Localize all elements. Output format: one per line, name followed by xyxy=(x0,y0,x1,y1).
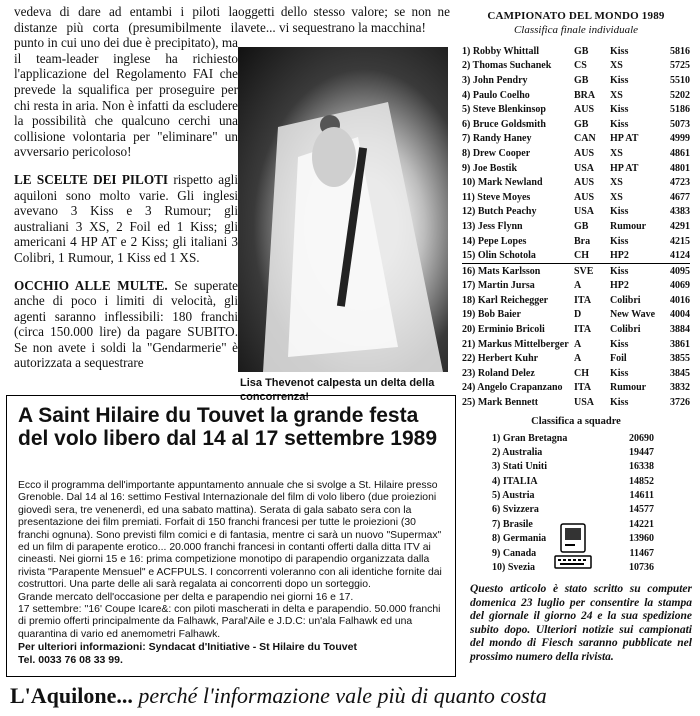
result-score: 4069 xyxy=(670,280,690,292)
team-team: 1) Gran Bretagna xyxy=(492,432,568,444)
result-row xyxy=(462,190,690,205)
result-glider: Kiss xyxy=(610,265,629,277)
announcement-paragraph: Grande mercato dell'occasione per delta e parapendio nei giorni 16 e 17. xyxy=(18,591,354,603)
result-pilot: 3) John Pendry xyxy=(462,74,528,86)
article-paragraph: vedeva di dare ad entambi i piloti la distanze più corta (presumibilmente il punto in cui uno dei due è precipitato), ma il team-leader inglese ha richiesto l'applicazione del Regolamento FAI che prevede la squalifica per proseguire per chi resta in aria. Non è infatti da escludere la possibilità che qualcuno cerchi una collisione volontaria per "eliminare" un avversario pericoloso! xyxy=(14,4,238,160)
result-row xyxy=(462,322,690,337)
result-glider: XS xyxy=(610,60,623,72)
result-country: AUS xyxy=(574,104,595,116)
team-team: 7) Brasile xyxy=(492,518,533,530)
result-row xyxy=(462,161,690,176)
result-score: 4801 xyxy=(670,162,690,174)
result-row xyxy=(462,263,690,278)
result-glider: Kiss xyxy=(610,118,629,130)
result-score: 3855 xyxy=(670,353,690,365)
result-glider: XS xyxy=(610,89,623,101)
result-country: USA xyxy=(574,397,595,409)
section-heading: OCCHIO ALLE MULTE. xyxy=(14,277,168,293)
paragraph-body: rispetto agli aquiloni sono molto varie. Gli inglesi avevano 3 Kiss e 3 Rumour; gli australiani 3 XS, 2 Foil ed 1 Kiss; gli americani 4 HP AT e 2 Kiss; gli italiani 3 Colibri, 1 Rumour, 1 Kiss ed 1 XS. xyxy=(14,171,238,265)
result-country: USA xyxy=(574,206,595,218)
middle-article-column xyxy=(238,4,450,47)
announcement-title: A Saint Hilaire du Touvet la grande festa del volo libero dal 14 al 17 settembre 1989 xyxy=(18,404,438,450)
result-country: ITA xyxy=(574,324,592,336)
result-pilot: 25) Mark Bennett xyxy=(462,397,539,409)
result-pilot: 23) Roland Delez xyxy=(462,367,535,379)
result-glider: HP AT xyxy=(610,133,639,145)
result-score: 4677 xyxy=(670,191,690,203)
result-glider: Kiss xyxy=(610,45,629,57)
result-glider: Kiss xyxy=(610,397,629,409)
result-row xyxy=(462,88,690,103)
result-country: GB xyxy=(574,45,589,57)
team-team: 5) Austria xyxy=(492,490,535,502)
result-score: 4861 xyxy=(670,147,690,159)
team-team: 8) Germania xyxy=(492,533,547,545)
result-country: CS xyxy=(574,60,587,72)
photo-illustration xyxy=(238,47,448,372)
result-pilot: 22) Herbert Kuhr xyxy=(462,353,539,365)
result-country: ITA xyxy=(574,294,592,306)
result-row xyxy=(462,381,690,396)
computer-icon xyxy=(553,522,593,572)
result-glider: Kiss xyxy=(610,206,629,218)
contact-line: Per ulteriori informazioni: Syndacat d'Initiative - St Hilaire du Touvet xyxy=(18,641,357,653)
result-glider: XS xyxy=(610,191,623,203)
result-country: GB xyxy=(574,118,589,130)
result-row xyxy=(462,219,690,234)
team-row xyxy=(492,503,654,517)
result-pilot: 17) Martin Jursa xyxy=(462,280,535,292)
slogan-text: perché l'informazione vale più di quanto costa xyxy=(132,683,547,708)
result-row xyxy=(462,395,690,410)
result-country: AUS xyxy=(574,147,595,159)
result-glider: XS xyxy=(610,177,623,189)
announcement-paragraph: 17 settembre: ''16' Coupe Icare&: con piloti mascherati in delta e parapendio. 50.000 franchi di premio offerti principalmente da Falhawk, Paral'Aile e J.D.C: un'ala Falhawk ed una quarantina di vario ed anemometri Falhawk. xyxy=(18,604,441,640)
team-row xyxy=(492,445,654,459)
result-pilot: 21) Markus Mittelberger xyxy=(462,338,569,350)
result-row xyxy=(462,351,690,366)
team-score: 20690 xyxy=(629,432,654,444)
result-score: 4124 xyxy=(660,248,690,263)
result-pilot: 13) Jess Flynn xyxy=(462,220,523,232)
result-score: 4291 xyxy=(670,220,690,232)
result-score: 5186 xyxy=(670,104,690,116)
result-score: 4723 xyxy=(670,177,690,189)
result-country: GB xyxy=(574,74,589,86)
article-photo xyxy=(238,47,448,372)
result-row xyxy=(462,248,690,263)
result-row xyxy=(462,308,690,323)
left-article-column xyxy=(14,4,238,383)
article-paragraph xyxy=(14,278,238,372)
result-glider: HP2 xyxy=(610,248,660,263)
section-heading: LE SCELTE DEI PILOTI xyxy=(14,171,169,187)
result-score: 4016 xyxy=(670,294,690,306)
result-row xyxy=(462,117,690,132)
result-country: A xyxy=(574,353,582,365)
result-pilot: 2) Thomas Suchanek xyxy=(462,60,552,72)
team-score: 11467 xyxy=(629,547,654,559)
result-country: AUS xyxy=(574,177,595,189)
team-row xyxy=(492,474,654,488)
result-pilot: 6) Bruce Goldsmith xyxy=(462,118,546,130)
result-glider: Rumour xyxy=(610,220,647,232)
result-glider: New Wave xyxy=(610,309,656,321)
result-glider: Rumour xyxy=(610,382,647,394)
magazine-name: L'Aquilone... xyxy=(10,683,133,708)
team-team: 10) Svezia xyxy=(492,562,536,574)
result-pilot: 20) Erminio Bricoli xyxy=(462,324,545,336)
result-pilot: 9) Joe Bostik xyxy=(462,162,517,174)
result-pilot: 5) Steve Blenkinsop xyxy=(462,104,546,116)
result-pilot: 18) Karl Reichegger xyxy=(462,294,549,306)
result-country: A xyxy=(574,280,582,292)
team-score: 10736 xyxy=(629,562,654,574)
result-glider: Colibri xyxy=(610,324,641,336)
result-country: GB xyxy=(574,220,589,232)
team-team: 4) ITALIA xyxy=(492,475,538,487)
results-title: CAMPIONATO DEL MONDO 1989 xyxy=(487,10,665,22)
team-score: 19447 xyxy=(629,446,654,458)
result-pilot: 19) Bob Baier xyxy=(462,309,521,321)
result-country: D xyxy=(574,309,582,321)
result-score: 3726 xyxy=(670,397,690,409)
result-country: BRA xyxy=(574,89,596,101)
result-score: 5073 xyxy=(670,118,690,130)
result-row xyxy=(462,73,690,88)
result-score: 5816 xyxy=(670,45,690,57)
result-glider: Foil xyxy=(610,353,627,365)
team-score: 14577 xyxy=(629,504,654,516)
result-row xyxy=(462,337,690,352)
team-score: 16338 xyxy=(629,461,654,473)
team-score: 13960 xyxy=(629,533,654,545)
result-country: SVE xyxy=(574,265,594,277)
team-team: 3) Stati Uniti xyxy=(492,461,547,473)
team-team: 9) Canada xyxy=(492,547,537,559)
result-row xyxy=(462,132,690,147)
article-paragraph: oggetti dello stesso valore; se non ne avete... vi sequestrano la macchina! xyxy=(238,4,450,35)
editor-note: Questo articolo è stato scritto su computer domenica 23 luglio per consentire la stampa del giornale il giorno 24 e la sua spedizione subito dopo. Ulteriori notizie sui campionati del mondo di Fiesch saranno pubblicate nel prossimo numero della rivista. xyxy=(470,583,692,663)
result-glider: Kiss xyxy=(610,338,629,350)
result-country: Bra xyxy=(574,235,591,247)
results-column xyxy=(462,10,690,575)
result-row xyxy=(462,293,690,308)
result-score: 3884 xyxy=(670,324,690,336)
result-score: 4215 xyxy=(670,235,690,247)
result-score: 3832 xyxy=(670,382,690,394)
team-results-title: Classifica a squadre xyxy=(531,415,621,427)
result-score: 5202 xyxy=(670,89,690,101)
result-score: 4999 xyxy=(670,133,690,145)
result-country: CH xyxy=(574,367,589,379)
photo-caption: Lisa Thevenot calpesta un delta della concorrenza! xyxy=(240,377,435,403)
result-row xyxy=(462,366,690,381)
result-country: CAN xyxy=(574,133,596,145)
contact-phone: Tel. 0033 76 08 33 99. xyxy=(18,654,123,666)
result-row xyxy=(462,102,690,117)
paragraph-body: Se superate anche di poco i limiti di velocità, gli agenti saranno inflessibili: 180 franchi (circa 150.000 lire) da pagare SUBITO. Se non avete i soldi la "Gendarmerie" è autorizzata a sequestrare xyxy=(14,277,238,371)
result-glider: HP AT xyxy=(610,162,639,174)
result-score: 3861 xyxy=(670,338,690,350)
team-score: 14611 xyxy=(629,490,654,502)
result-glider: HP2 xyxy=(610,280,629,292)
result-pilot: 15) Olin Schotola xyxy=(462,248,574,263)
result-row xyxy=(462,146,690,161)
result-pilot: 1) Robby Whittall xyxy=(462,45,540,57)
announcement-body xyxy=(18,480,446,641)
results-subtitle: Classifica finale individuale xyxy=(513,24,639,36)
team-score: 14852 xyxy=(629,475,654,487)
result-country: A xyxy=(574,338,582,350)
result-pilot: 24) Angelo Crapanzano xyxy=(462,382,563,394)
team-row xyxy=(492,488,654,502)
announcement-paragraph: Ecco il programma dell'importante appuntamento annuale che si svolge a St. Hilaire presso Grenoble. Dal 14 al 16: settimo Festival Internazionale del film di volo libero (due proiezioni giovedì sera, tre venenerdì, ed una sabato mattina). Serata di gala sabato sera con la presentazione dei film premiati. Forfait di 150 franchi francesi per tutte le proiezioni (30 franchi ognuna). Sono previsti film comici e di fantasia, mentre ci sarà un nuovo "Supermax" ed un film di parapente erotico... 20.000 franchi francesi in contanti offerti dalla ditta ITV ai cineasti. Nei giorni 15 e 16: prima competizione monotipo di parapendio organizzata dalla rivista "Parapente Mensuel" e ACFPULS. I concorrenti voleranno con ali identiche fornite dai costruttori. Una parte delle ali sarà regalata ai concorrenti dopo un sorteggio. xyxy=(18,480,442,591)
result-country: CH xyxy=(574,248,610,263)
team-row xyxy=(492,431,654,445)
result-score: 5725 xyxy=(670,60,690,72)
result-glider: Kiss xyxy=(610,74,629,86)
result-row xyxy=(462,205,690,220)
individual-results-table xyxy=(462,44,690,410)
result-score: 4383 xyxy=(670,206,690,218)
result-score: 4095 xyxy=(670,265,690,277)
result-glider: Colibri xyxy=(610,294,641,306)
footer-slogan xyxy=(10,682,694,710)
result-row xyxy=(462,175,690,190)
result-pilot: 12) Butch Peachy xyxy=(462,206,537,218)
result-glider: Kiss xyxy=(610,367,629,379)
result-glider: Kiss xyxy=(610,235,629,247)
result-pilot: 14) Pepe Lopes xyxy=(462,235,527,247)
result-pilot: 4) Paulo Coelho xyxy=(462,89,530,101)
result-row xyxy=(462,59,690,74)
result-country: ITA xyxy=(574,382,592,394)
result-row xyxy=(462,44,690,59)
result-country: AUS xyxy=(574,191,595,203)
result-glider: Kiss xyxy=(610,104,629,116)
result-score: 5510 xyxy=(670,74,690,86)
team-row xyxy=(492,460,654,474)
result-score: 3845 xyxy=(670,367,690,379)
team-team: 6) Svizzera xyxy=(492,504,539,516)
result-country: USA xyxy=(574,162,595,174)
result-glider: XS xyxy=(610,147,623,159)
result-pilot: 7) Randy Haney xyxy=(462,133,532,145)
result-pilot: 16) Mats Karlsson xyxy=(462,265,541,277)
result-pilot: 10) Mark Newland xyxy=(462,177,543,189)
result-score: 4004 xyxy=(670,309,690,321)
result-pilot: 11) Steve Moyes xyxy=(462,191,531,203)
result-row xyxy=(462,279,690,294)
result-pilot: 8) Drew Cooper xyxy=(462,147,531,159)
team-team: 2) Australia xyxy=(492,446,543,458)
team-score: 14221 xyxy=(629,518,654,530)
result-row xyxy=(462,234,690,249)
article-paragraph xyxy=(14,172,238,266)
contact-info xyxy=(18,641,446,667)
